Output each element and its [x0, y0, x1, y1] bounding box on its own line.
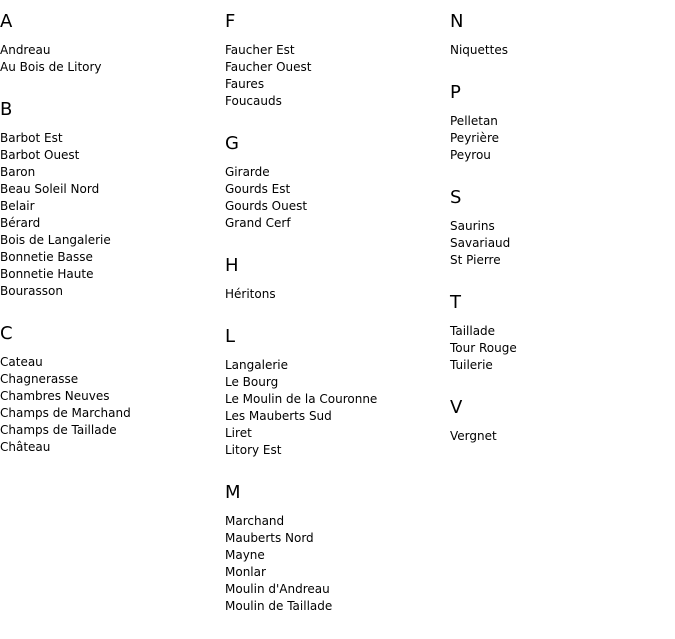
- place-link[interactable]: Belair: [0, 199, 35, 213]
- letter-heading: B: [0, 99, 13, 120]
- list-item: [0, 181, 131, 198]
- list-item: [225, 215, 377, 232]
- list-item: [0, 405, 131, 422]
- list-item: [225, 76, 377, 93]
- list-item: [225, 442, 377, 459]
- list-item: [225, 564, 377, 581]
- letter-group-f: [225, 12, 377, 110]
- list-item: [225, 530, 377, 547]
- place-list: [0, 130, 131, 300]
- list-item: [0, 249, 131, 266]
- place-link[interactable]: Foucauds: [225, 94, 282, 108]
- letter-group-l: [225, 327, 377, 459]
- place-list: [225, 42, 377, 110]
- list-item: [225, 357, 377, 374]
- letter-heading: S: [450, 187, 462, 208]
- list-item: [0, 422, 131, 439]
- letter-group-m: [225, 483, 377, 615]
- list-item: [450, 235, 517, 252]
- list-item: [0, 59, 131, 76]
- list-item: [0, 42, 131, 59]
- list-item: [225, 181, 377, 198]
- list-item: [0, 198, 131, 215]
- letter-heading: G: [225, 133, 239, 154]
- place-link[interactable]: Mayne: [225, 548, 265, 562]
- list-item: [225, 391, 377, 408]
- list-item: [0, 232, 131, 249]
- letter-heading: M: [225, 482, 241, 503]
- letter-group-a: [0, 12, 131, 76]
- letter-heading: V: [450, 397, 463, 418]
- place-link[interactable]: Barbot Est: [0, 131, 63, 145]
- place-link[interactable]: Champs de Taillade: [0, 423, 117, 437]
- place-link[interactable]: Les Mauberts Sud: [225, 409, 332, 423]
- place-link[interactable]: Faucher Ouest: [225, 60, 312, 74]
- place-link[interactable]: Gourds Est: [225, 182, 291, 196]
- place-link[interactable]: Beau Soleil Nord: [0, 182, 100, 196]
- list-item: [450, 218, 517, 235]
- list-item: [225, 286, 377, 303]
- place-link[interactable]: Bois de Langalerie: [0, 233, 111, 247]
- place-link[interactable]: Langalerie: [225, 358, 288, 372]
- place-link[interactable]: Bonnetie Haute: [0, 267, 94, 281]
- place-list: [225, 357, 377, 459]
- list-item: [225, 513, 377, 530]
- list-item: [0, 354, 131, 371]
- place-link[interactable]: Chagnerasse: [0, 372, 79, 386]
- list-item: [225, 547, 377, 564]
- place-link[interactable]: Baron: [0, 165, 36, 179]
- place-list: [450, 218, 517, 269]
- place-list: [0, 354, 131, 456]
- list-item: [225, 425, 377, 442]
- letter-heading: H: [225, 255, 239, 276]
- letter-heading: F: [225, 11, 236, 32]
- place-link[interactable]: Pelletan: [450, 114, 498, 128]
- place-link[interactable]: Taillade: [450, 324, 496, 338]
- place-link[interactable]: Savariaud: [450, 236, 511, 250]
- place-list: [0, 42, 131, 76]
- list-item: [0, 388, 131, 405]
- list-item: [450, 340, 517, 357]
- letter-group-g: [225, 134, 377, 232]
- place-link[interactable]: Litory Est: [225, 443, 282, 457]
- list-item: [0, 371, 131, 388]
- place-link[interactable]: Marchand: [225, 514, 285, 528]
- letter-group-v: [450, 398, 517, 445]
- place-link[interactable]: Champs de Marchand: [0, 406, 131, 420]
- place-link[interactable]: Au Bois de Litory: [0, 60, 102, 74]
- list-item: [0, 283, 131, 300]
- letter-heading: C: [0, 323, 13, 344]
- place-list: [450, 323, 517, 374]
- place-link[interactable]: Vergnet: [450, 429, 497, 443]
- place-link[interactable]: Moulin de Taillade: [225, 599, 333, 613]
- list-item: [450, 147, 517, 164]
- place-link[interactable]: Tuilerie: [450, 358, 493, 372]
- list-item: [225, 164, 377, 181]
- place-link[interactable]: Bérard: [0, 216, 41, 230]
- letter-group-s: [450, 188, 517, 269]
- list-item: [225, 42, 377, 59]
- place-list: [225, 164, 377, 232]
- place-link[interactable]: Faucher Est: [225, 43, 295, 57]
- letter-heading: N: [450, 11, 464, 32]
- place-list: [450, 42, 517, 59]
- list-item: [225, 374, 377, 391]
- list-item: [225, 93, 377, 110]
- letter-group-c: [0, 324, 131, 456]
- list-item: [0, 215, 131, 232]
- place-link[interactable]: Bourasson: [0, 284, 63, 298]
- index-column-2: [225, 0, 377, 639]
- place-link[interactable]: Andreau: [0, 43, 51, 57]
- index-column-1: [0, 0, 131, 480]
- list-item: [0, 439, 131, 456]
- list-item: [225, 59, 377, 76]
- place-list: [450, 428, 517, 445]
- letter-heading: T: [450, 292, 461, 313]
- letter-heading: L: [225, 326, 236, 347]
- place-link[interactable]: Saurins: [450, 219, 495, 233]
- list-item: [225, 598, 377, 615]
- list-item: [0, 266, 131, 283]
- place-link[interactable]: Gourds Ouest: [225, 199, 308, 213]
- list-item: [450, 357, 517, 374]
- letter-heading: P: [450, 82, 461, 103]
- list-item: [0, 164, 131, 181]
- place-link[interactable]: Liret: [225, 426, 252, 440]
- place-link[interactable]: Le Bourg: [225, 375, 279, 389]
- list-item: [225, 198, 377, 215]
- place-link[interactable]: Cateau: [0, 355, 43, 369]
- place-list: [225, 513, 377, 615]
- list-item: [450, 113, 517, 130]
- place-link[interactable]: Grand Cerf: [225, 216, 291, 230]
- place-link[interactable]: St Pierre: [450, 253, 501, 267]
- list-item: [0, 130, 131, 147]
- index-column-3: [450, 0, 517, 469]
- place-list: [225, 286, 377, 303]
- place-link[interactable]: Héritons: [225, 287, 276, 301]
- place-link[interactable]: Girarde: [225, 165, 270, 179]
- letter-group-h: [225, 256, 377, 303]
- letter-heading: A: [0, 11, 13, 32]
- place-link[interactable]: Peyrou: [450, 148, 491, 162]
- place-link[interactable]: Mauberts Nord: [225, 531, 314, 545]
- list-item: [225, 581, 377, 598]
- place-link[interactable]: Chambres Neuves: [0, 389, 110, 403]
- letter-group-n: [450, 12, 517, 59]
- place-link[interactable]: Faures: [225, 77, 265, 91]
- place-link[interactable]: Le Moulin de la Couronne: [225, 392, 378, 406]
- letter-group-t: [450, 293, 517, 374]
- list-item: [225, 408, 377, 425]
- place-link[interactable]: Château: [0, 440, 51, 454]
- letter-group-p: [450, 83, 517, 164]
- list-item: [450, 252, 517, 269]
- list-item: [450, 42, 517, 59]
- list-item: [450, 130, 517, 147]
- letter-group-b: [0, 100, 131, 300]
- place-link[interactable]: Bonnetie Basse: [0, 250, 93, 264]
- place-link[interactable]: Peyrière: [450, 131, 499, 145]
- place-link[interactable]: Moulin d'Andreau: [225, 582, 330, 596]
- list-item: [450, 323, 517, 340]
- place-link[interactable]: Tour Rouge: [450, 341, 517, 355]
- place-link[interactable]: Niquettes: [450, 43, 508, 57]
- place-link[interactable]: Monlar: [225, 565, 266, 579]
- place-link[interactable]: Barbot Ouest: [0, 148, 80, 162]
- place-list: [450, 113, 517, 164]
- list-item: [0, 147, 131, 164]
- list-item: [450, 428, 517, 445]
